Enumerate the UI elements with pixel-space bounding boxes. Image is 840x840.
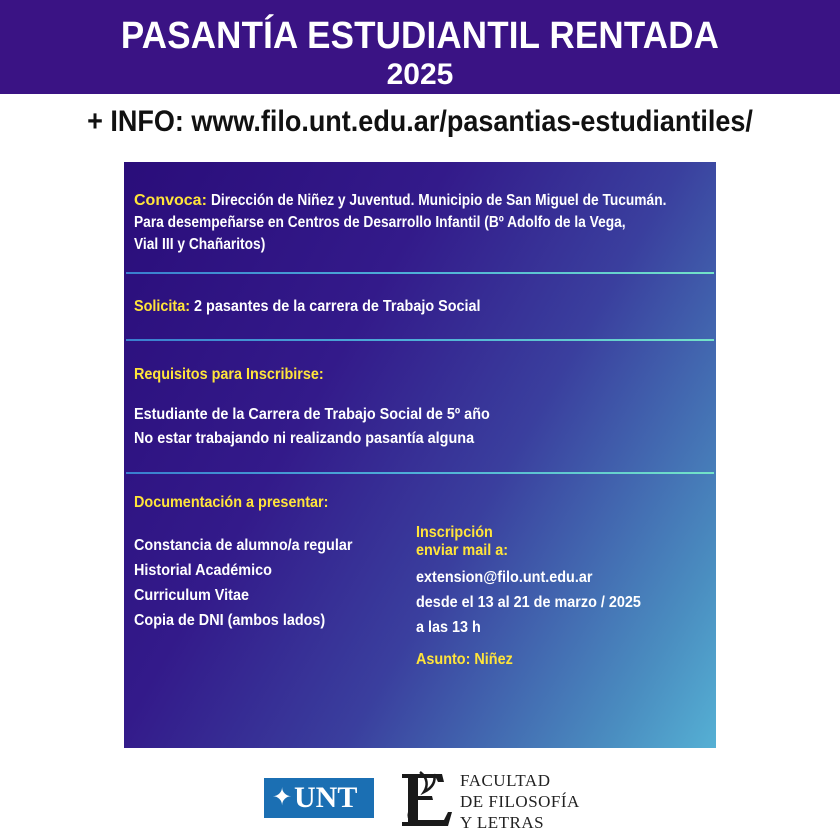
convoca-text-3: Vial III y Chañaritos) xyxy=(134,236,266,253)
documento-item: Constancia de alumno/a regular xyxy=(134,537,353,554)
poster-year: 2025 xyxy=(386,58,454,91)
faculty-line-3: Y LETRAS xyxy=(460,813,545,832)
convoca-text-1: Dirección de Niñez y Juventud. Municipio de San Miguel de Tucumán. xyxy=(211,192,667,209)
star-icon: ✦ xyxy=(272,784,293,811)
inscripcion-dates: desde el 13 al 21 de marzo / 2025 xyxy=(416,594,641,611)
faculty-name xyxy=(460,770,580,833)
unt-logo-text: UNT xyxy=(294,781,358,814)
faculty-emblem-icon xyxy=(398,768,454,830)
documentacion-label: Documentación a presentar: xyxy=(134,494,329,511)
requisitos-label: Requisitos para Inscribirse: xyxy=(134,366,324,383)
requisito-item: No estar trabajando ni realizando pasantía alguna xyxy=(134,430,475,447)
inscripcion-label-2: enviar mail a: xyxy=(416,542,509,559)
divider-1 xyxy=(126,272,714,274)
documento-item: Historial Académico xyxy=(134,562,272,579)
inscripcion-email[interactable]: extension@filo.unt.edu.ar xyxy=(416,569,593,586)
inscripcion-asunto: Asunto: Niñez xyxy=(416,651,513,668)
convoca-line1 xyxy=(134,190,741,212)
divider-3 xyxy=(126,472,714,474)
info-panel xyxy=(124,162,716,748)
solicita-text: 2 pasantes de la carrera de Trabajo Social xyxy=(194,298,481,315)
solicita-label: Solicita: xyxy=(134,298,191,315)
unt-logo xyxy=(264,778,374,818)
convoca-label: Convoca: xyxy=(134,192,207,209)
info-link[interactable]: + INFO: www.filo.unt.edu.ar/pasantias-estudiantiles/ xyxy=(87,105,753,138)
header-banner xyxy=(0,0,840,94)
documento-item: Copia de DNI (ambos lados) xyxy=(134,612,326,629)
divider-2 xyxy=(126,339,714,341)
faculty-line-1: FACULTAD xyxy=(460,771,551,790)
footer-logos xyxy=(0,760,840,840)
documento-item: Curriculum Vitae xyxy=(134,587,249,604)
convoca-text-2: Para desempeñarse en Centros de Desarrollo Infantil (Bº Adolfo de la Vega, xyxy=(134,214,626,231)
faculty-line-2: DE FILOSOFÍA xyxy=(460,792,580,811)
inscripcion-time: a las 13 h xyxy=(416,619,481,636)
inscripcion-label-1: Inscripción xyxy=(416,524,493,541)
solicita-line xyxy=(134,296,481,318)
requisito-item: Estudiante de la Carrera de Trabajo Social de 5º año xyxy=(134,406,490,423)
poster-title: PASANTÍA ESTUDIANTIL RENTADA xyxy=(120,15,720,57)
